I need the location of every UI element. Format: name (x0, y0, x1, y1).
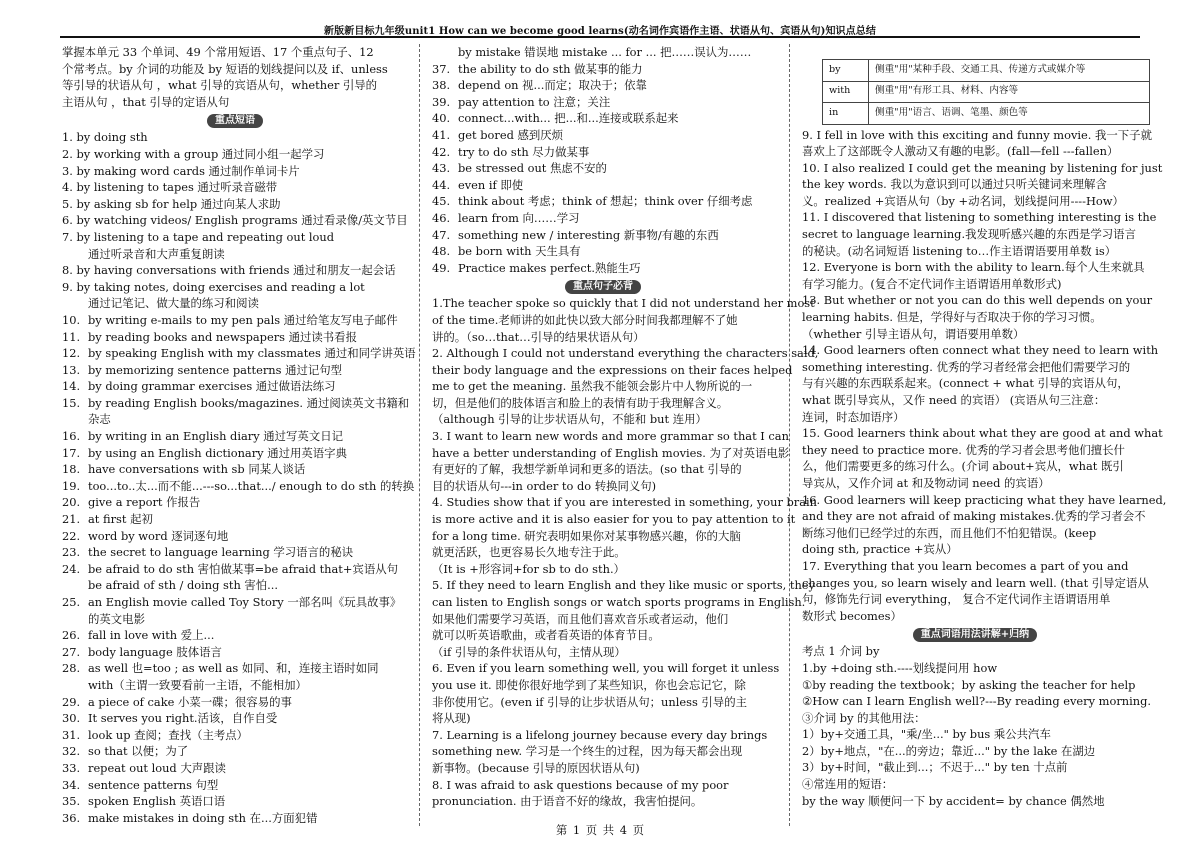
indented-line: 杂志 (88, 412, 111, 427)
text-line: learning habits. 但是，学得好与否取决于你的学习习惯。 (802, 310, 1102, 325)
usage-cell: 侧重"用"语言、语调、笔墨、颜色等 (869, 103, 1150, 125)
item-text: sentence patterns 句型 (88, 777, 219, 792)
text-line: they need to practice more. 优秀的学习者会思考他们擅长什 (802, 442, 1125, 457)
item-number: 25. (62, 595, 81, 609)
numbered-item (62, 312, 408, 329)
table-row (823, 81, 1150, 103)
item-text: spoken English 英语口语 (88, 794, 226, 809)
item-number: 46. (432, 210, 451, 225)
text-line: something interesting. 优秀的学习者经常会把他们需要学习的 (802, 359, 1131, 374)
text-line: by the way 顺便问一下 by accident= by chance 偶然地 (802, 793, 1105, 808)
item-text: something new / interesting 新事物/有趣的东西 (458, 227, 719, 242)
text-line: 切，但是他们的肢体语言和脸上的表情有助于我理解含义。 (432, 395, 729, 410)
text-line: 1.by +doing sth.----划线提问用 how (802, 660, 998, 675)
item-number: 16. (62, 429, 81, 444)
item-number: 28. (62, 661, 81, 676)
item-text: the secret to language learning 学习语言的秘诀 (88, 545, 354, 560)
preposition-cell: in (823, 103, 869, 125)
item-text: think about 考虑；think of 想起；think over 仔细考虑 (458, 194, 753, 209)
indented-line: by mistake 错误地 mistake ... for ... 把……误认为…… (458, 45, 752, 59)
item-text: even if 即使 (458, 177, 524, 192)
text-line: 1. by doing sth (62, 130, 148, 145)
item-number: 23. (62, 545, 81, 560)
numbered-item (62, 660, 408, 677)
numbered-item (432, 243, 774, 260)
text-line: can listen to English songs or watch sports programs in English. (432, 595, 806, 609)
text-line: 掌握本单元 33 个单词、49 个常用短语、17 个重点句子、12 (62, 45, 374, 59)
item-number: 18. (62, 462, 81, 477)
numbered-item (62, 561, 408, 578)
text-line: 2. Although I could not understand everything the characters said, (432, 346, 819, 361)
section-heading (62, 111, 408, 128)
item-number: 45. (432, 194, 451, 209)
numbered-item (432, 144, 774, 161)
numbered-item (432, 61, 774, 78)
text-line: 有更好的了解，我想学新单词和更多的语法。(so that 引导的 (432, 462, 742, 477)
by-with-in-comparison-table (822, 59, 1150, 125)
text-line: secret to language learning.我发现听感兴趣的东西是学习语言 (802, 227, 1136, 242)
text-line: for a long time. 研究表明如果你对某事物感兴趣，你的大脑 (432, 528, 741, 543)
text-line: 12. Everyone is born with the ability to learn.每个人生来就具 (802, 260, 1145, 275)
numbered-item (62, 544, 408, 561)
text-line: 16. Good learners will keep practicing what they have learned, (802, 492, 1167, 507)
item-number: 31. (62, 727, 81, 742)
item-number: 11. (62, 329, 81, 344)
text-line: 喜欢上了这部既令人激动又有趣的电影。(fall—fell ---fallen） (802, 144, 1119, 159)
preposition-cell: with (823, 81, 869, 103)
item-text: be born with 天生具有 (458, 244, 581, 259)
item-text: pay attention to 注意；关注 (458, 94, 611, 109)
text-line: ③介词 by 的其他用法： (802, 710, 926, 725)
numbered-item (62, 627, 408, 644)
item-number: 40. (432, 111, 451, 126)
text-line: 讲的。（so…that…引导的结果状语从句） (432, 329, 645, 344)
item-text: make mistakes in doing sth 在...方面犯错 (88, 810, 318, 825)
item-number: 24. (62, 561, 81, 576)
item-number: 41. (432, 127, 451, 142)
text-line: ①by reading the textbook；by asking the teacher for help (802, 677, 1136, 692)
item-text: word by word 逐词逐句地 (88, 528, 229, 543)
item-text: the ability to do sth 做某事的能力 (458, 61, 643, 76)
text-line: ④常连用的短语： (802, 777, 894, 792)
item-number: 37. (432, 61, 451, 76)
item-number: 47. (432, 227, 451, 242)
item-number: 44. (432, 177, 451, 192)
numbered-item (62, 378, 408, 395)
numbered-item (62, 329, 408, 346)
numbered-item (62, 710, 408, 727)
item-number: 10. (62, 312, 81, 327)
text-line: 5. by asking sb for help 通过向某人求助 (62, 196, 281, 211)
item-text: by doing grammar exercises 通过做语法练习 (88, 379, 336, 394)
item-number: 48. (432, 244, 451, 259)
numbered-item (62, 494, 408, 511)
item-number: 14. (62, 379, 81, 394)
item-text: try to do sth 尽力做某事 (458, 144, 590, 159)
item-number: 33. (62, 760, 81, 775)
text-line: 目的状语从句---in order to do 转换同义句) (432, 478, 657, 493)
text-line: 8. I was afraid to ask questions because of my poor (432, 777, 729, 792)
item-text: get bored 感到厌烦 (458, 127, 564, 142)
text-line: and they are not afraid of making mistakes.优秀的学习者会不 (802, 509, 1146, 524)
text-line: 4. by listening to tapes 通过听录音磁带 (62, 180, 278, 195)
column-divider (419, 44, 420, 826)
text-line: 4. Studies show that if you are interested in something, your brain (432, 495, 818, 510)
item-text: by writing in an English diary 通过写英文日记 (88, 429, 343, 444)
section-heading-label: 重点短语 (207, 114, 263, 128)
text-line: 5. If they need to learn English and they like music or sports, they (432, 578, 815, 593)
indented-line: with（主谓一致要看前一主语，不能相加） (88, 677, 307, 692)
item-text: Practice makes perfect.熟能生巧 (458, 260, 641, 275)
item-text: be afraid to do sth 害怕做某事=be afraid that+宾语从句 (88, 561, 398, 576)
text-line: 就更活跃，也更容易长久地专注于此。 (432, 545, 626, 560)
section-heading-label: 重点句子必背 (565, 280, 641, 294)
numbered-item (62, 395, 408, 412)
numbered-item (62, 345, 416, 362)
text-line: ②How can I learn English well?---By reading every morning. (802, 694, 1151, 709)
text-line: 数形式 becomes） (802, 608, 902, 623)
text-line: 3. by making word cards 通过制作单词卡片 (62, 163, 300, 178)
preposition-cell: by (823, 60, 869, 82)
table-row (823, 103, 1150, 125)
text-line: 新事物。(because 引导的原因状语从句) (432, 760, 640, 775)
section-heading (802, 625, 1148, 642)
column-1 (62, 44, 416, 826)
numbered-item (62, 694, 408, 711)
usage-cell: 侧重"用"某种手段、交通工具、传递方式或媒介等 (869, 60, 1150, 82)
item-text: by reading books and newspapers 通过读书看报 (88, 329, 357, 344)
item-number: 26. (62, 628, 81, 643)
text-line: 与有兴趣的东西联系起来。(connect + what 引导的宾语从句， (802, 376, 1129, 391)
item-text: look up 查阅；查找（主考点） (88, 727, 249, 742)
text-line: 9. I fell in love with this exciting and funny movie. 我一下子就 (802, 127, 1152, 142)
item-text: a piece of cake 小菜一碟；很容易的事 (88, 694, 292, 709)
text-line: 6. by watching videos/ English programs 通过看录像/英文节目 (62, 213, 408, 228)
item-text: too...to..太...而不能...---so...that.../ enough to do sth 的转换 (88, 478, 415, 493)
text-line: 有学习能力。(复合不定代词作主语谓语用单数形式) (802, 276, 1062, 291)
item-text: so that 以便；为了 (88, 744, 189, 759)
text-line: 8. by having conversations with friends 通过和朋友一起会话 (62, 263, 396, 278)
text-line: 么，他们需要更多的练习什么。(介词 about+宾从，what 既引 (802, 459, 1124, 474)
numbered-item (62, 445, 408, 462)
item-text: fall in love with 爱上... (88, 628, 215, 643)
item-text: by reading English books/magazines. 通过阅读英文书籍和 (88, 395, 410, 410)
text-line: 就可以听英语歌曲，或者看英语的体育节目。 (432, 628, 660, 643)
item-number: 19. (62, 478, 81, 493)
text-line: 7. Learning is a lifelong journey because every day brings (432, 727, 768, 742)
item-text: learn from 向……学习 (458, 210, 580, 225)
text-line: 2. by working with a group 通过同小组一起学习 (62, 146, 325, 161)
text-line: 14. Good learners often connect what they need to learn with (802, 343, 1159, 358)
item-number: 13. (62, 362, 81, 377)
item-text: depend on 视...而定；取决于；依靠 (458, 78, 647, 93)
numbered-item (62, 727, 408, 744)
numbered-item (62, 760, 408, 777)
text-line: （It is +形容词+for sb to do sth.） (432, 561, 625, 576)
text-line: 将从现) (432, 711, 471, 726)
numbered-item (62, 511, 408, 528)
text-line: 6. Even if you learn something well, you will forget it unless (432, 661, 780, 676)
numbered-item (432, 260, 774, 277)
text-line: 3）by+时间，"截止到...；不迟于..." by ten 十点前 (802, 760, 1068, 775)
numbered-item (62, 461, 408, 478)
text-line: 17. Everything that you learn becomes a part of you and (802, 558, 1129, 573)
text-line: 断练习他们已经学过的东西，而且他们不怕犯错误。(keep (802, 525, 1097, 540)
page-footer: 第 1 页 共 4 页 (555, 823, 645, 837)
text-line: 11. I discovered that listening to something interesting is the (802, 210, 1157, 225)
item-number: 32. (62, 744, 81, 759)
text-line: 导宾从，又作介词 at 和及物动词 need 的宾语） (802, 475, 1050, 490)
text-line: what 既引导宾从，又作 need 的宾语） (宾语从句三注意： (802, 393, 1106, 407)
column-3 (802, 44, 1167, 809)
numbered-item (62, 428, 408, 445)
text-line: 15. Good learners think about what they are good at and what (802, 426, 1163, 441)
text-line: 等引导的状语从句 ，what 引导的宾语从句，whether 引导的 (62, 78, 378, 93)
item-text: have conversations with sb 同某人谈话 (88, 462, 306, 477)
item-number: 49. (432, 260, 451, 275)
item-number: 34. (62, 777, 81, 792)
item-text: an English movie called Toy Story 一部名叫《玩具故事》 (88, 595, 402, 609)
text-line: （although 引导的让步状语从句，不能和 but 连用） (432, 412, 707, 427)
item-number: 30. (62, 711, 81, 726)
text-line: 个常考点。by 介词的功能及 by 短语的划线提问以及 if、unless (62, 61, 388, 76)
text-line: have a better understanding of English movies. 为了对英语电影 (432, 445, 790, 460)
item-number: 17. (62, 445, 81, 460)
text-line: 义。realized +宾语从句（by +动名词，划线提问用----How） (802, 193, 1124, 208)
text-line: 10. I also realized I could get the meaning by listening for just (802, 160, 1163, 175)
numbered-item (62, 478, 415, 495)
text-line: of the time.老师讲的如此快以致大部分时间我都理解不了她 (432, 312, 738, 327)
numbered-item (432, 127, 774, 144)
item-number: 43. (432, 161, 451, 176)
numbered-item (62, 594, 408, 611)
item-text: connect...with... 把...和...连接或联系起来 (458, 111, 679, 126)
item-text: as well 也=too ; as well as 如同、和，连接主语时如同 (88, 661, 379, 676)
text-line: doing sth, practice +宾从） (802, 542, 958, 557)
item-text: repeat out loud 大声跟读 (88, 760, 226, 775)
numbered-item (432, 77, 774, 94)
column-divider (789, 44, 790, 826)
text-line: 考点 1 介词 by (802, 644, 880, 659)
text-line: 主语从句 ，that 引导的定语从句 (62, 94, 230, 109)
item-number: 27. (62, 644, 81, 659)
text-line: 如果他们需要学习英语，而且他们喜欢音乐或者运动，他们 (432, 611, 729, 626)
indented-line: 通过记笔记、做大量的练习和阅读 (88, 296, 259, 311)
text-line: 9. by taking notes, doing exercises and reading a lot (62, 279, 365, 294)
item-text: by memorizing sentence patterns 通过记句型 (88, 362, 343, 377)
text-line: 非你使用它。(even if 引导的让步状语从句；unless 引导的主 (432, 694, 747, 709)
indented-line: be afraid of sth / doing sth 害怕... (88, 578, 279, 593)
text-line: 3. I want to learn new words and more grammar so that I can (432, 429, 789, 444)
item-text: by writing e-mails to my pen pals 通过给笔友写电子邮件 (88, 312, 398, 327)
text-line: pronunciation. 由于语音不好的缘故，我害怕提问。 (432, 794, 703, 809)
item-number: 29. (62, 694, 81, 709)
item-number: 36. (62, 810, 81, 825)
item-number: 15. (62, 395, 81, 410)
item-number: 22. (62, 528, 81, 543)
item-text: give a report 作报告 (88, 495, 201, 510)
item-number: 39. (432, 94, 451, 109)
numbered-item (432, 210, 774, 227)
indented-line: 的英文电影 (88, 611, 145, 626)
text-line: 13. But whether or not you can do this well depends on your (802, 293, 1153, 308)
text-line: is more active and it is also easier for you to pay attention to it (432, 512, 796, 527)
indented-line: 通过听录音和大声重复朗读 (88, 246, 225, 261)
numbered-item (432, 110, 774, 127)
page-header: 新版新目标九年级unit1 How can we become good learns(动名词作宾语作主语、状语从句、宾语从句)知识点总结 (60, 22, 1140, 38)
text-line: 1）by+交通工具，"乘/坐..." by bus 乘公共汽车 (802, 727, 1051, 742)
text-line: the key words. 我以为意识到可以通过只听关键词来理解含 (802, 177, 1107, 192)
item-number: 21. (62, 512, 81, 527)
numbered-item (432, 94, 774, 111)
text-line: 连词，时态加语序） (802, 409, 905, 424)
text-line: 的秘诀。(动名词短语 listening to…作主语谓语要用单数 is） (802, 243, 1117, 258)
text-line: （if 引导的条件状语从句，主情从现） (432, 644, 626, 659)
numbered-item (432, 177, 774, 194)
numbered-item (432, 160, 774, 177)
numbered-item (432, 193, 774, 210)
section-heading (432, 277, 774, 294)
item-text: by using an English dictionary 通过用英语字典 (88, 445, 347, 460)
column-2 (432, 44, 819, 810)
numbered-item (62, 743, 408, 760)
text-line: you use it. 即使你很好地学到了某些知识，你也会忘记它，除 (432, 677, 746, 692)
item-number: 20. (62, 495, 81, 510)
item-text: be stressed out 焦虑不安的 (458, 161, 607, 176)
numbered-item (62, 644, 408, 661)
item-text: by speaking English with my classmates 通过和同学讲英语 (88, 346, 416, 361)
item-number: 42. (432, 144, 451, 159)
usage-cell: 侧重"用"有形工具、材料、内容等 (869, 81, 1150, 103)
text-line: 7. by listening to a tape and repeating out loud (62, 229, 335, 244)
section-heading-label: 重点词语用法讲解+归纳 (913, 628, 1037, 642)
table-row (823, 60, 1150, 82)
item-text: body language 肢体语言 (88, 644, 222, 659)
text-line: 2）by+地点，"在...的旁边；靠近..." by the lake 在湖边 (802, 743, 1096, 758)
text-line: 句，修饰先行词 everything， 复合不定代词作主语谓语用单 (802, 592, 1111, 607)
text-line: me to get the meaning. 虽然我不能领会影片中人物所说的一 (432, 379, 753, 394)
numbered-item (62, 362, 408, 379)
text-line: 1.The teacher spoke so quickly that I did not understand her most (432, 296, 815, 311)
text-line: something new. 学习是一个终生的过程，因为每天都会出现 (432, 744, 743, 759)
item-number: 38. (432, 78, 451, 93)
numbered-item (62, 777, 408, 794)
item-number: 12. (62, 346, 81, 361)
item-number: 35. (62, 794, 81, 809)
numbered-item (432, 227, 774, 244)
text-line: their body language and the expressions on their faces helped (432, 362, 793, 377)
item-text: at first 起初 (88, 512, 153, 527)
numbered-item (62, 528, 408, 545)
numbered-item (62, 793, 408, 810)
text-line: （whether 引导主语从句，谓语要用单数） (802, 326, 1025, 341)
text-line: changes you, so learn wisely and learn well. (that 引导定语从 (802, 575, 1149, 590)
item-text: It serves you right.活该，自作自受 (88, 711, 278, 726)
